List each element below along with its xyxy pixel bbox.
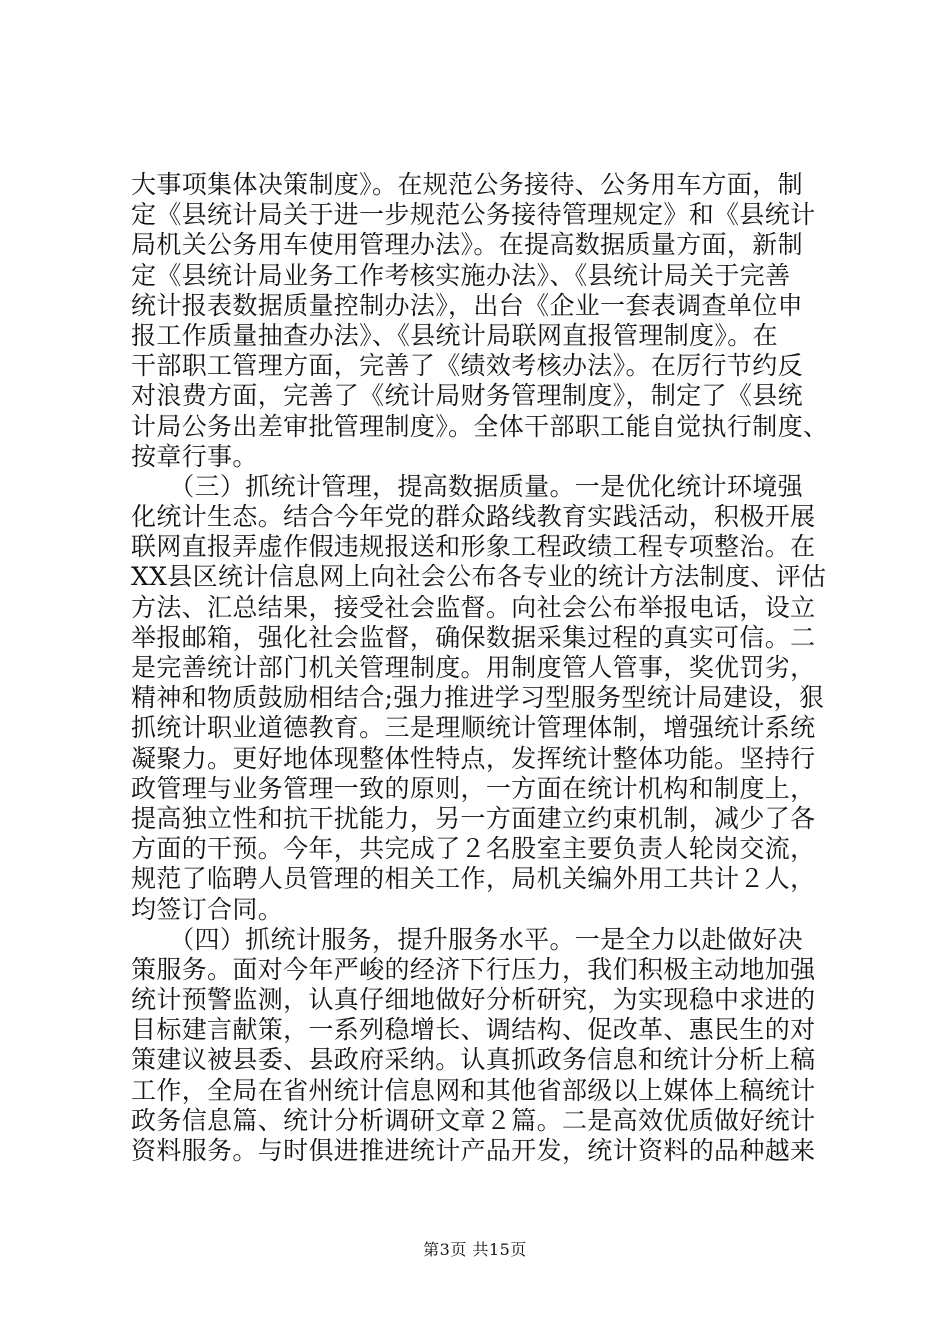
text-line: 联网直报弄虚作假违规报送和形象工程政绩工程专项整治。在 xyxy=(131,532,816,562)
text-line: 计局公务出差审批管理制度》。全体干部职工能自觉执行制度、 xyxy=(131,411,829,441)
text-line: 工作，全局在省州统计信息网和其他省部级以上媒体上稿统计 xyxy=(131,1075,816,1105)
text-line: 提高独立性和抗干扰能力，另一方面建立约束机制，减少了各 xyxy=(131,803,816,833)
text-line: 资料服务。与时俱进推进统计产品开发，统计资料的品种越来 xyxy=(131,1136,816,1165)
document-body xyxy=(131,170,831,1166)
text-line: 精神和物质鼓励相结合;强力推进学习型服务型统计局建设，狠 xyxy=(131,683,825,713)
text-line: （三）抓统计管理，提高数据质量。一是优化统计环境强 xyxy=(131,471,803,501)
text-line: 定《县统计局业务工作考核实施办法》、《县统计局关于完善 xyxy=(131,260,791,290)
text-line: 是完善统计部门机关管理制度。用制度管人管事，奖优罚劣， xyxy=(131,653,816,682)
text-line: XX县区统计信息网上向社会公布各专业的统计方法制度、评估 xyxy=(131,562,827,592)
text-line: 抓统计职业道德教育。三是理顺统计管理体制，增强统计系统 xyxy=(131,713,816,743)
text-line: 规范了临聘人员管理的相关工作，局机关编外用工共计２人， xyxy=(131,864,816,894)
text-line: 举报邮箱，强化社会监督，确保数据采集过程的真实可信。二 xyxy=(131,622,816,652)
text-line: 统计预警监测，认真仔细地做好分析研究，为实现稳中求进的 xyxy=(131,985,816,1015)
text-line: 策服务。面对今年严峻的经济下行压力，我们积极主动地加强 xyxy=(131,954,816,984)
text-line: 报工作质量抽查办法》、《县统计局联网直报管理制度》。在 xyxy=(131,320,778,350)
page-footer xyxy=(0,1240,950,1260)
text-line: 按章行事。 xyxy=(131,441,258,471)
text-line: 对浪费方面，完善了《统计局财务管理制度》，制定了《县统 xyxy=(131,381,803,411)
page-number: 第3页 共15页 xyxy=(423,1240,527,1259)
text-line: 凝聚力。更好地体现整体性特点，发挥统计整体功能。坚持行 xyxy=(131,743,816,773)
text-line: 统计报表数据质量控制办法》，出台《企业一套表调查单位申 xyxy=(131,290,803,320)
text-line: 目标建言献策，一系列稳增长、调结构、促改革、惠民生的对 xyxy=(131,1015,816,1045)
text-line: 政务信息篇、统计分析调研文章２篇。二是高效优质做好统计 xyxy=(131,1105,816,1135)
text-line: 政管理与业务管理一致的原则，一方面在统计机构和制度上， xyxy=(131,773,816,803)
text-line: 策建议被县委、县政府采纳。认真抓政务信息和统计分析上稿 xyxy=(131,1045,816,1075)
text-line: 均签订合同。 xyxy=(131,894,284,924)
text-line: 干部职工管理方面，完善了《绩效考核办法》。在厉行节约反 xyxy=(131,351,803,381)
text-line: 方法、汇总结果，接受社会监督。向社会公布举报电话，设立 xyxy=(131,592,816,622)
text-line: （四）抓统计服务，提升服务水平。一是全力以赴做好决 xyxy=(131,924,803,954)
text-line: 局机关公务用车使用管理办法》。在提高数据质量方面，新制 xyxy=(131,230,803,260)
text-line: 方面的干预。今年，共完成了２名股室主要负责人轮岗交流， xyxy=(131,834,816,864)
text-line: 化统计生态。结合今年党的群众路线教育实践活动，积极开展 xyxy=(131,502,816,532)
text-line: 大事项集体决策制度》。在规范公务接待、公务用车方面，制 xyxy=(131,170,803,199)
text-line: 定《县统计局关于进一步规范公务接待管理规定》和《县统计 xyxy=(131,200,816,230)
